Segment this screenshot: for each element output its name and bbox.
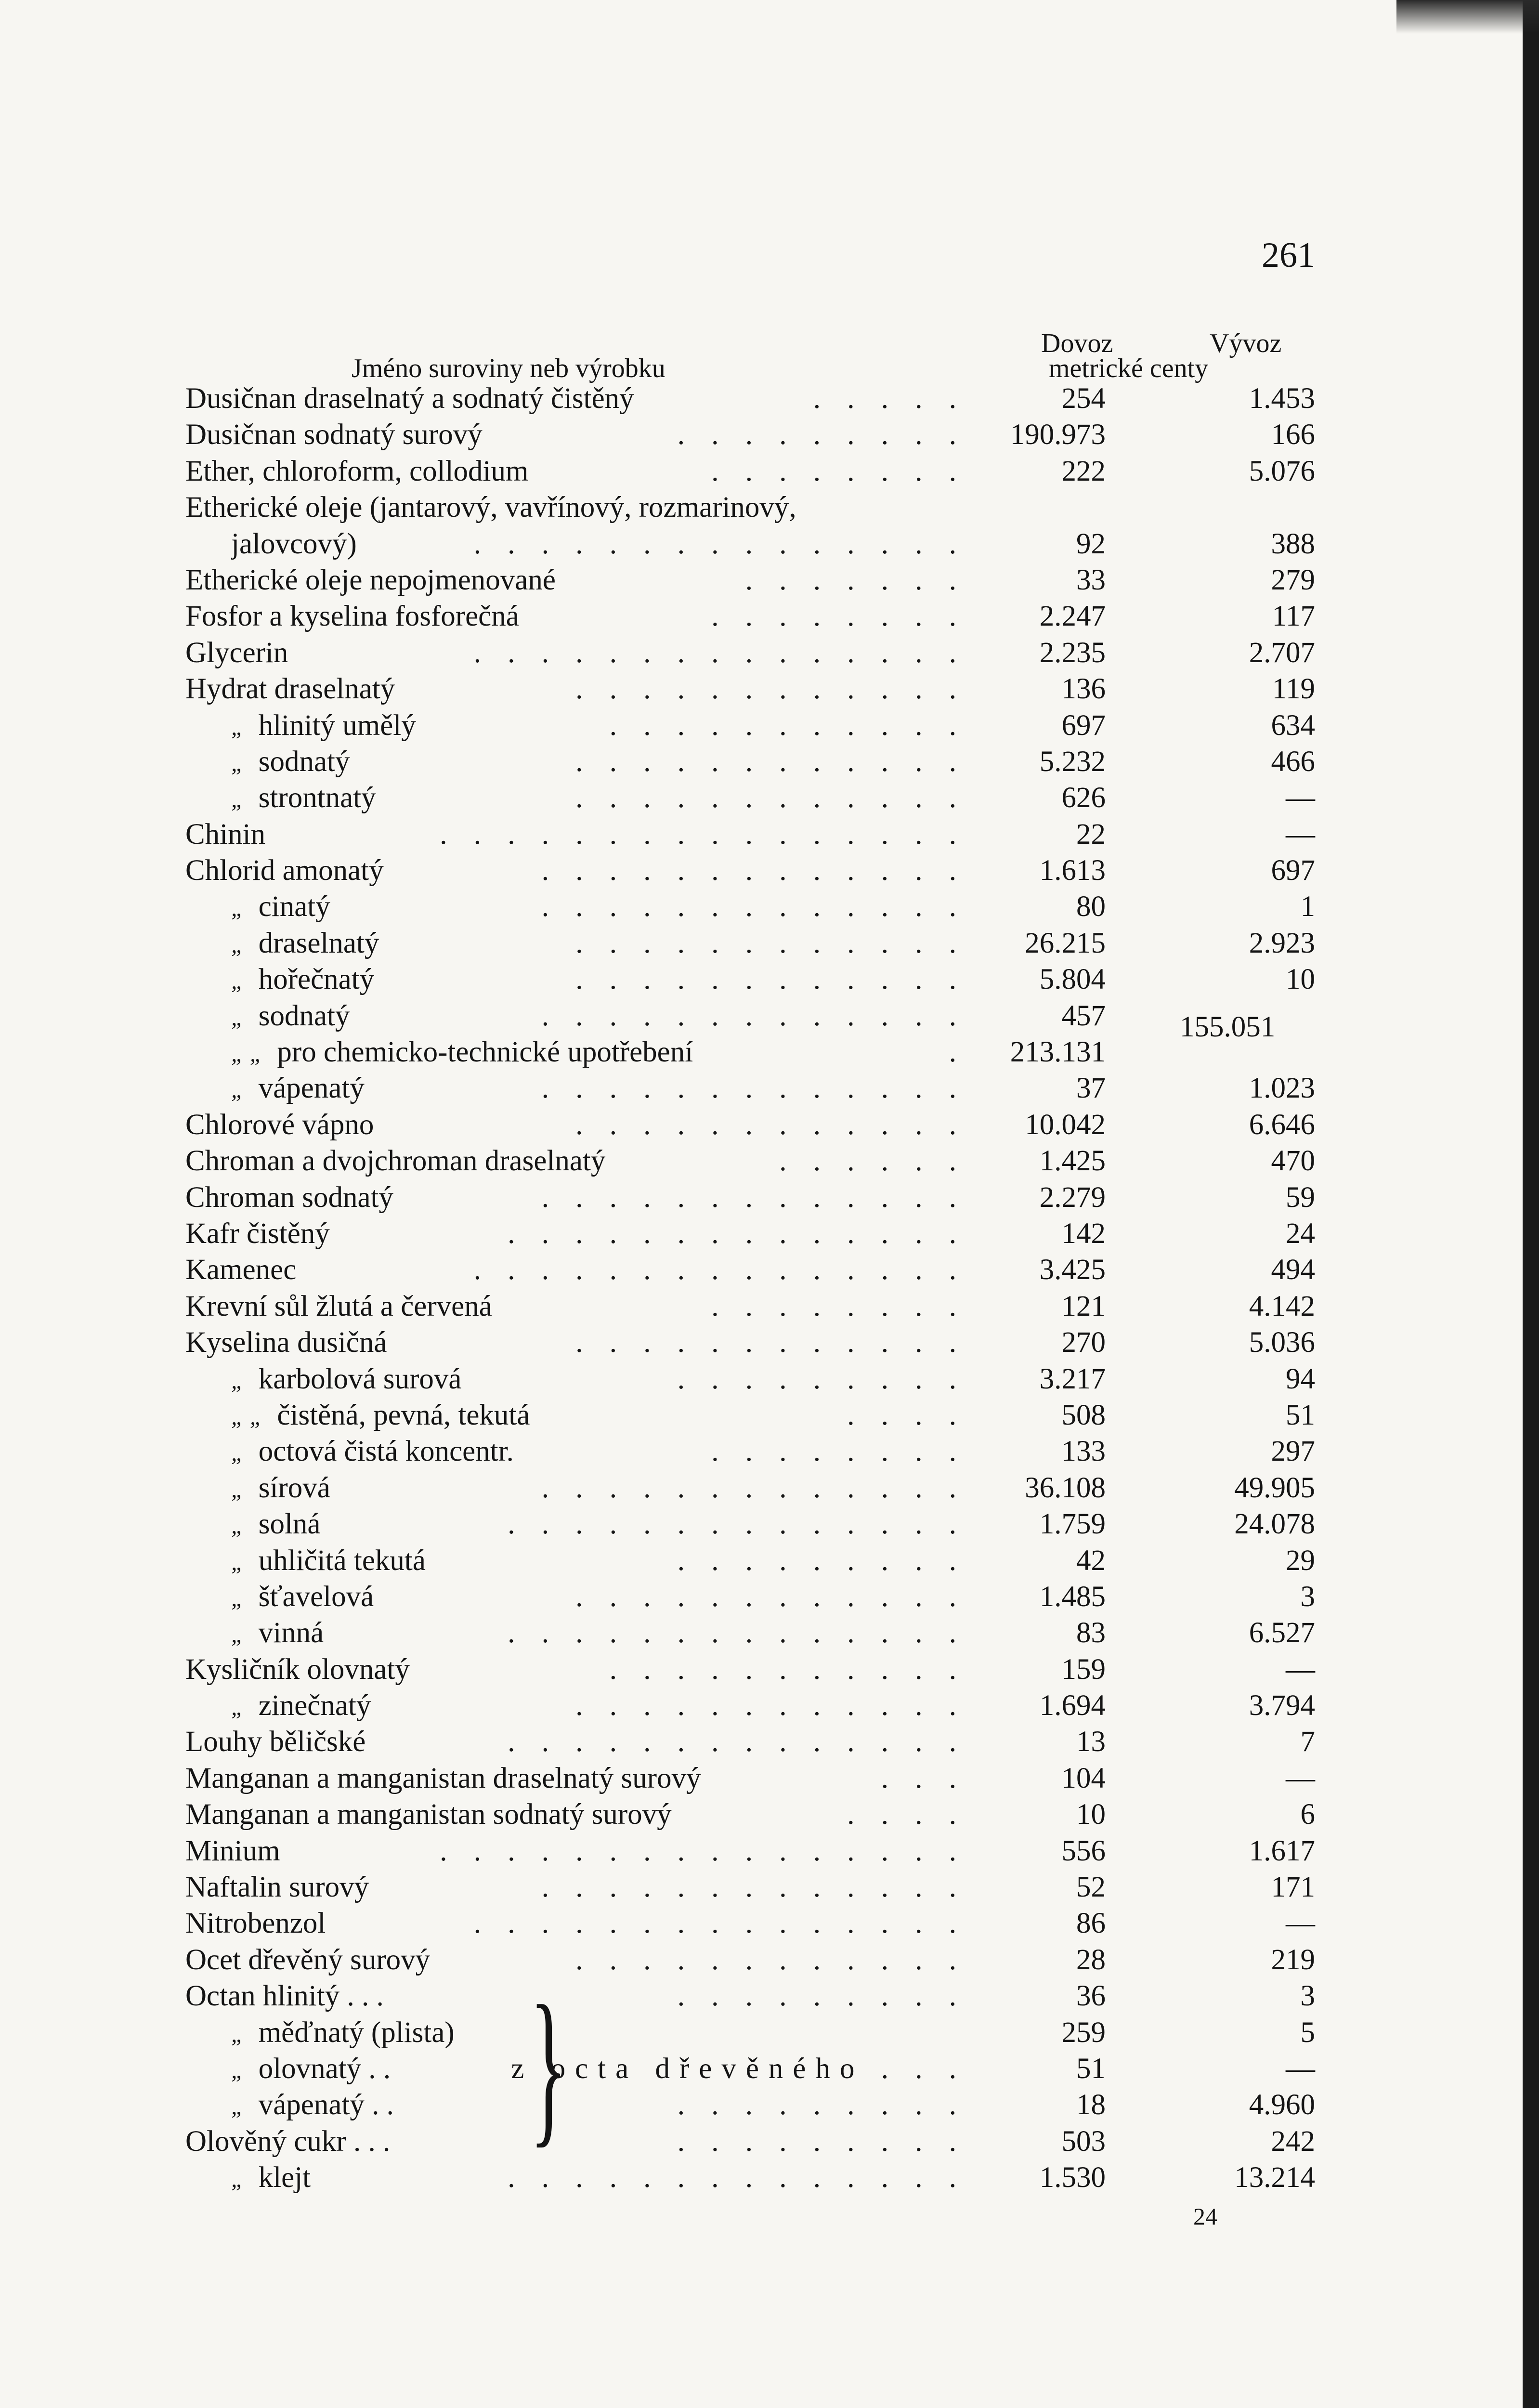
row-label-text: jalovcový) (231, 527, 357, 560)
export-column-header: Vývoz (1210, 328, 1282, 358)
import-value: 92 (1076, 527, 1106, 560)
units-header: metrické centy (1049, 353, 1209, 383)
leader-dots: . . . . . . . . . . . . . . (508, 1217, 966, 1250)
leader-dots: . . . . . . . . . . . . . (541, 1871, 966, 1904)
row-label-text: Fosfor a kyselina fosforečná (185, 600, 519, 633)
row-label-text: Krevní sůl žlutá a červená (185, 1290, 492, 1322)
leader-dots: . . . . . . . . . . . (609, 709, 966, 742)
ditto-mark: „ „ (231, 1041, 263, 1067)
row-label-text: draselnatý (258, 927, 379, 959)
import-value: 51 (1076, 2052, 1106, 2085)
row-label-text: sírová (258, 1471, 330, 1504)
table-row (0, 1833, 1539, 1869)
leader-dots: . . . . . . . . . . . . . (541, 854, 966, 887)
import-value: 2.235 (1039, 636, 1106, 669)
table-row (0, 489, 1539, 525)
import-value: 83 (1076, 1617, 1106, 1649)
table-row (0, 1034, 1539, 1070)
leader-dots: . . . . . . . . . . . . . . . (473, 636, 966, 669)
row-label (185, 1760, 956, 1796)
leader-dots: . . . . . . . . . (677, 2125, 966, 2158)
table-row (0, 1470, 1539, 1506)
leader-dots: . . . . . . . . . . . . . . (508, 2161, 966, 2194)
ditto-mark: „ (231, 1585, 244, 1611)
import-value: 5.232 (1039, 745, 1106, 778)
export-value: 4.960 (1249, 2089, 1315, 2121)
import-value: 1.613 (1039, 854, 1106, 887)
table-row (0, 889, 1539, 925)
export-value: 24.078 (1234, 1508, 1315, 1541)
leader-dots: . . . . . . . . . . . . . . . (473, 527, 966, 560)
table-row (0, 1543, 1539, 1579)
export-value: 494 (1271, 1254, 1315, 1286)
leader-dots: . . . . . . . . . . . . (575, 1326, 966, 1359)
export-value: 3 (1300, 1580, 1315, 1613)
row-label-text: Chroman a dvojchroman draselnatý (185, 1145, 606, 1178)
ditto-mark: „ (231, 2167, 244, 2193)
export-value: 6 (1300, 1798, 1315, 1831)
row-label-text: Dusičnan sodnatý surový (185, 419, 483, 451)
page-number: 261 (1262, 236, 1315, 275)
table-row (0, 1905, 1539, 1941)
table-row (0, 1506, 1539, 1542)
table-row (0, 1978, 1539, 2014)
row-label-text: Dusičnan draselnatý a sodnatý čistěný (185, 382, 634, 415)
leader-dots: . . . . . . . (745, 563, 966, 596)
export-value: — (1286, 782, 1315, 814)
row-label-text: Kyselina dusičná (185, 1326, 387, 1359)
table-row (0, 998, 1539, 1034)
import-value: 36 (1076, 1980, 1106, 2013)
row-label-text: šťavelová (258, 1580, 374, 1613)
leader-dots: . . . . . . . . . . . (609, 1653, 966, 1686)
table-row (0, 961, 1539, 997)
leader-dots: . . . . . . . . (711, 600, 966, 633)
table-row (0, 1579, 1539, 1615)
leader-dots: . . . . . . . . (711, 1435, 966, 1468)
name-column-header: Jméno suroviny neb výrobku (352, 353, 665, 383)
leader-dots: . (949, 1036, 966, 1069)
table-row (0, 780, 1539, 816)
leader-dots: . . . . . . . . . . . . . . . (473, 1254, 966, 1286)
export-value: 6.646 (1249, 1108, 1315, 1141)
table-row (0, 1760, 1539, 1796)
table-row (0, 1216, 1539, 1252)
row-label-text: Naftalin surový (185, 1871, 369, 1904)
row-label-text: octová čistá koncentr. (258, 1435, 514, 1468)
leader-dots: . . . . . . . . . . . . (575, 782, 966, 814)
row-label-text: měďnatý (plista) (258, 2016, 455, 2049)
leader-dots: . . . . . . . . . . . . . . . (473, 1907, 966, 1940)
row-label-text: Octan hlinitý . . . (185, 1980, 384, 2013)
export-value: — (1286, 2052, 1315, 2085)
table-row (0, 453, 1539, 489)
table-row (0, 2123, 1539, 2159)
table-row (0, 1615, 1539, 1651)
import-value: 18 (1076, 2089, 1106, 2121)
table-row (0, 1179, 1539, 1216)
row-label-text: Ether, chloroform, collodium (185, 455, 529, 487)
row-label-text: hořečnatý (258, 963, 375, 996)
table-row (0, 417, 1539, 453)
export-value: — (1286, 1653, 1315, 1686)
export-value: 297 (1271, 1435, 1315, 1468)
export-value: 59 (1286, 1181, 1315, 1214)
row-label-text: čistěná, pevná, tekutá (277, 1399, 530, 1431)
export-value: 242 (1271, 2125, 1315, 2158)
export-value: 466 (1271, 745, 1315, 778)
leader-dots: . . . . . . . . . . . . (575, 1108, 966, 1141)
import-value: 697 (1061, 709, 1106, 742)
row-label-text: cinatý (258, 890, 330, 923)
brace: } (530, 1970, 567, 2162)
table-row (0, 526, 1539, 562)
export-value: 119 (1272, 673, 1315, 706)
ditto-mark: „ (231, 2057, 244, 2083)
table-row (0, 1143, 1539, 1179)
ditto-mark: „ (231, 2021, 244, 2047)
row-label (231, 2015, 1002, 2053)
import-value: 42 (1076, 1544, 1106, 1577)
leader-dots: . . . . . . . . . . . . . (541, 1181, 966, 1214)
export-value: 5 (1300, 2016, 1315, 2049)
row-label-text: Olověný cukr . . . (185, 2125, 391, 2158)
import-value: 190.973 (1010, 419, 1106, 451)
import-value: 1.485 (1039, 1580, 1106, 1613)
export-value: — (1286, 1762, 1315, 1794)
export-value: 94 (1286, 1362, 1315, 1395)
table-row (0, 380, 1539, 417)
leader-dots: . . . . . . . . . . . . . (541, 1072, 966, 1105)
table-row (0, 1070, 1539, 1106)
import-column-header: Dovoz (1041, 328, 1113, 358)
import-value: 10.042 (1025, 1108, 1106, 1141)
table-row (0, 925, 1539, 961)
leader-dots: . . . (881, 1762, 966, 1794)
import-value: 1.425 (1039, 1145, 1106, 1178)
leader-dots: . . . . . . (779, 1145, 966, 1178)
ditto-mark: „ (231, 1549, 244, 1575)
row-label (185, 1796, 956, 1832)
leader-dots: . . . . . . . . . . . . . . (508, 1726, 966, 1758)
ditto-mark: „ (231, 932, 244, 958)
leader-dots: . . . . (847, 1798, 966, 1831)
row-label-text: karbolová surová (258, 1362, 462, 1395)
export-value: 388 (1271, 527, 1315, 560)
row-label-text: vápenatý . . (258, 2089, 394, 2121)
row-label-text: olovnatý . . (258, 2052, 391, 2085)
import-value: 270 (1061, 1326, 1106, 1359)
export-value: 2.707 (1249, 636, 1315, 669)
row-label-text: zinečnatý (258, 1689, 371, 1722)
table-row (0, 1107, 1539, 1143)
import-value: 3.425 (1039, 1254, 1106, 1286)
import-value: 36.108 (1025, 1471, 1106, 1504)
import-value: 503 (1061, 2125, 1106, 2158)
table-row (0, 2087, 1539, 2123)
export-value: — (1286, 818, 1315, 851)
leader-dots: . . . . . . . . (711, 1290, 966, 1322)
leader-dots: . . . . . . . . . . . . (575, 963, 966, 996)
leader-dots: . . . . . . . . . . . . (575, 673, 966, 706)
import-value: 5.804 (1039, 963, 1106, 996)
table-row (0, 1688, 1539, 1724)
export-value: 279 (1271, 563, 1315, 596)
import-value: 222 (1061, 455, 1106, 487)
leader-dots: . . . . . . . . . . . . (575, 745, 966, 778)
ditto-mark: „ (231, 1622, 244, 1648)
export-value: 117 (1272, 600, 1315, 633)
export-value: 634 (1271, 709, 1315, 742)
ditto-mark: „ (231, 896, 244, 922)
ditto-mark: „ (231, 1440, 244, 1466)
import-value: 2.247 (1039, 600, 1106, 633)
import-value: 142 (1061, 1217, 1106, 1250)
export-value: 10 (1286, 963, 1315, 996)
leader-dots: . . . . (847, 1399, 966, 1431)
row-label-text: vinná (258, 1617, 324, 1649)
import-value: 136 (1061, 673, 1106, 706)
import-value: 52 (1076, 1871, 1106, 1904)
export-value: 24 (1286, 1217, 1315, 1250)
import-value: 133 (1061, 1435, 1106, 1468)
export-value: 6.527 (1249, 1617, 1315, 1649)
import-value: 22 (1076, 818, 1106, 851)
table-row (0, 598, 1539, 634)
row-label-text: Glycerin (185, 636, 288, 669)
row-label-text: sodnatý (258, 745, 350, 778)
import-value: 1.694 (1039, 1689, 1106, 1722)
sheet-number: 24 (1193, 2203, 1217, 2230)
import-value: 254 (1061, 382, 1106, 415)
import-value: 213.131 (1010, 1036, 1106, 1069)
row-label-text: uhličitá tekutá (258, 1544, 426, 1577)
leader-dots: . . . . . . . . . . . . . (541, 890, 966, 923)
row-label-text: Minium (185, 1834, 280, 1867)
row-label-text: Chlorid amonatý (185, 854, 384, 887)
ditto-mark: „ (231, 1368, 244, 1394)
table-row (0, 744, 1539, 780)
leader-dots: . . . . . . . . . (677, 1980, 966, 2013)
row-label-text: Kafr čistěný (185, 1217, 330, 1250)
row-label-text: Nitrobenzol (185, 1907, 326, 1940)
row-label-text: pro chemicko-technické upotřebení (277, 1036, 693, 1069)
leader-dots: . . . . . . . . . . . . (575, 1943, 966, 1976)
export-value: 7 (1300, 1726, 1315, 1758)
export-value: 697 (1271, 854, 1315, 887)
import-value: 33 (1076, 563, 1106, 596)
import-value: 508 (1061, 1399, 1106, 1431)
row-label-text: hlinitý umělý (258, 709, 416, 742)
leader-dots: . . . . . . . . (711, 455, 966, 487)
table-row (0, 852, 1539, 889)
import-value: 13 (1076, 1726, 1106, 1758)
table-header (0, 327, 1539, 384)
import-value: 10 (1076, 1798, 1106, 1831)
leader-dots: . . . . . . . . . . . . . . . . (440, 818, 966, 851)
import-value: 1.759 (1039, 1508, 1106, 1541)
table-row (0, 635, 1539, 671)
row-label-text: sodnatý (258, 999, 350, 1032)
export-value: 1.617 (1249, 1834, 1315, 1867)
table-row (0, 1796, 1539, 1832)
row-label-text: klejt (258, 2161, 311, 2194)
leader-dots: . . . . . . . . . . . . . (541, 999, 966, 1032)
ditto-mark: „ (231, 1513, 244, 1539)
ditto-mark: „ (231, 787, 244, 813)
table-row (0, 1252, 1539, 1288)
table-row (0, 562, 1539, 598)
leader-dots: . . . . . . . . . (677, 1544, 966, 1577)
ditto-mark: „ (231, 1695, 244, 1721)
import-value: 2.279 (1039, 1181, 1106, 1214)
table-row (0, 1324, 1539, 1361)
leader-dots: . . . . . . . . . . . . . . (508, 1508, 966, 1541)
row-label-text: Hydrat draselnatý (185, 673, 395, 706)
row-label-text: Chinin (185, 818, 266, 851)
table-row (0, 1651, 1539, 1688)
export-value: 166 (1271, 419, 1315, 451)
export-value: — (1286, 1907, 1315, 1940)
table-row (0, 1724, 1539, 1760)
leader-dots: . . . . . . . . . . . . . (541, 1471, 966, 1504)
table-row (0, 671, 1539, 707)
import-value: 37 (1076, 1072, 1106, 1105)
table-row (0, 1361, 1539, 1397)
export-value: 2.923 (1249, 927, 1315, 959)
leader-dots: . . . . . . . . . . . . (575, 927, 966, 959)
ditto-mark: „ (231, 1005, 244, 1031)
leader-dots: . . . . . (813, 382, 966, 415)
leader-dots: . . . . . . . . . . . . (575, 1580, 966, 1613)
import-value: 121 (1061, 1290, 1106, 1322)
ditto-mark: „ (231, 714, 244, 740)
table-body (0, 380, 1539, 2196)
row-label-text: Chlorové vápno (185, 1108, 374, 1141)
leader-dots: . . . . . . . . . . . . . . (508, 1617, 966, 1649)
ditto-mark: „ (231, 968, 244, 995)
row-label-text: Kysličník olovnatý (185, 1653, 410, 1686)
leader-dots: . . . . . . . . . (677, 2089, 966, 2121)
export-value: 3 (1300, 1980, 1315, 2013)
row-label-text: Etherické oleje nepojmenované (185, 563, 556, 596)
import-value: 86 (1076, 1907, 1106, 1940)
table-row (0, 1869, 1539, 1905)
export-value: 1 (1300, 890, 1315, 923)
table-row (0, 1942, 1539, 1978)
leader-dots: . . . . . . . . . . . . (575, 1689, 966, 1722)
ditto-mark: „ (231, 2094, 244, 2120)
row-label-text: Manganan a manganistan draselnatý surový (185, 1762, 701, 1794)
leader-dots: . . . . . . . . . . . . . . . . (440, 1834, 966, 1867)
export-value: 1.023 (1249, 1072, 1315, 1105)
table-row (0, 1397, 1539, 1433)
import-value: 3.217 (1039, 1362, 1106, 1395)
import-value: 26.215 (1025, 927, 1106, 959)
row-label (185, 489, 956, 525)
export-value: 4.142 (1249, 1290, 1315, 1322)
export-value: 219 (1271, 1943, 1315, 1976)
import-value: 159 (1061, 1653, 1106, 1686)
import-value: 80 (1076, 890, 1106, 923)
export-value: 470 (1271, 1145, 1315, 1178)
leader-dots: . . . . . . . . . (677, 1362, 966, 1395)
ditto-mark: „ (231, 1477, 244, 1503)
table-row (0, 707, 1539, 744)
export-value: 5.036 (1249, 1326, 1315, 1359)
ditto-mark: „ (231, 1077, 244, 1103)
row-label-text: solná (258, 1508, 321, 1541)
row-label-text: vápenatý (258, 1072, 365, 1105)
export-value: 5.076 (1249, 455, 1315, 487)
row-label (231, 1034, 1002, 1072)
leader-dots: z octa dřevěného . . . (511, 2052, 966, 2085)
table-row (0, 816, 1539, 852)
table-row (0, 2051, 1539, 2087)
export-value: 49.905 (1234, 1471, 1315, 1504)
table-row (0, 2159, 1539, 2196)
leader-dots: . . . . . . . . . (677, 419, 966, 451)
export-value: 3.794 (1249, 1689, 1315, 1722)
export-value: 171 (1271, 1871, 1315, 1904)
row-label-text: Louhy běličské (185, 1726, 366, 1758)
merged-export-value: 155.051 (1180, 1011, 1276, 1043)
row-label-text: strontnatý (258, 782, 376, 814)
row-label-text: Chroman sodnatý (185, 1181, 394, 1214)
import-value: 28 (1076, 1943, 1106, 1976)
import-value: 259 (1061, 2016, 1106, 2049)
table-row (0, 1433, 1539, 1469)
ditto-mark: „ (231, 750, 244, 776)
row-label-text: Etherické oleje (jantarový, vavřínový, rozmarinový, (185, 491, 796, 524)
export-value: 29 (1286, 1544, 1315, 1577)
row-label-text: Kamenec (185, 1254, 297, 1286)
import-value: 457 (1061, 999, 1106, 1032)
export-value: 51 (1286, 1399, 1315, 1431)
export-value: 13.214 (1234, 2161, 1315, 2194)
table-row (0, 2015, 1539, 2051)
ditto-mark: „ „ (231, 1404, 263, 1430)
import-value: 104 (1061, 1762, 1106, 1794)
row-label-text: Manganan a manganistan sodnatý surový (185, 1798, 672, 1831)
export-value: 1.453 (1249, 382, 1315, 415)
table-row (0, 1288, 1539, 1324)
row-label-text: Ocet dřevěný surový (185, 1943, 430, 1976)
import-value: 626 (1061, 782, 1106, 814)
scan-edge-top (1396, 0, 1539, 34)
import-value: 1.530 (1039, 2161, 1106, 2194)
import-value: 556 (1061, 1834, 1106, 1867)
